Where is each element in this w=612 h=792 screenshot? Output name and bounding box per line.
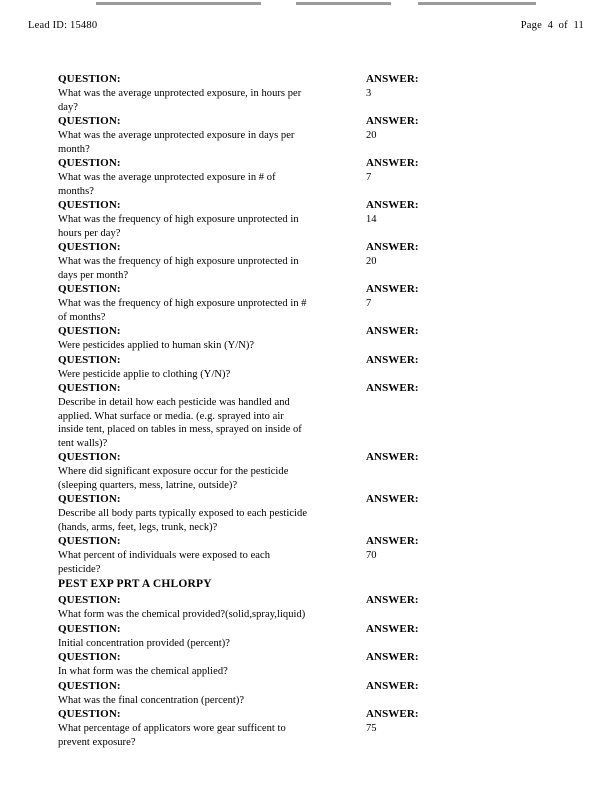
column-gap [310,368,366,382]
column-gap [310,637,366,651]
question-text: What was the average unprotected exposure in # of months? [58,172,276,197]
answer-value [366,608,558,622]
qa-label-row [58,353,558,368]
qa-content-row [58,297,558,324]
question-text: What percent of individuals were exposed to each pesticide? [58,550,271,575]
question-text: What was the final concentration (percent)? [58,694,245,706]
answer-value: 20 [366,130,377,141]
answer-label: ANSWER: [366,651,419,663]
qa-content-row [58,171,558,198]
column-gap [310,608,366,622]
question-label: QUESTION: [58,199,121,211]
column-gap [310,297,366,324]
question-label: QUESTION: [58,115,121,127]
qa-label-row [58,534,558,549]
column-gap [310,87,366,114]
column-gap [310,171,366,198]
answer-value: 75 [366,723,377,734]
answer-value: 20 [366,256,377,267]
lead-id-label: Lead ID: 15480 [28,20,98,31]
answer-label: ANSWER: [366,157,419,169]
qa-content-row [58,213,558,240]
column-gap [310,129,366,156]
column-gap [310,282,366,297]
scan-artifact-bar-center [296,2,391,5]
qa-label-row [58,324,558,339]
question-text: Were pesticide applie to clothing (Y/N)? [58,368,231,380]
question-text: Were pesticides applied to human skin (Y/N)? [58,340,255,351]
question-text: What form was the chemical provided?(solid,spray,liquid) [58,609,306,620]
qa-content-row [58,129,558,156]
qa-content-row [58,368,558,382]
question-label: QUESTION: [58,283,121,295]
question-label: QUESTION: [58,451,121,463]
answer-label: ANSWER: [366,353,419,366]
answer-label: ANSWER: [366,241,419,253]
qa-content-row [58,608,558,622]
column-gap [310,549,366,576]
answer-value [366,396,558,450]
qa-label-row [58,381,558,396]
question-label: QUESTION: [58,708,121,720]
column-gap [310,650,366,665]
column-gap [310,665,366,679]
question-label: QUESTION: [58,241,121,253]
question-label: QUESTION: [58,679,121,692]
column-gap [310,694,366,708]
qa-label-row [58,156,558,171]
answer-value [366,665,558,679]
column-gap [310,707,366,722]
qa-label-row [58,593,558,608]
qa-label-row [58,114,558,129]
question-text: What was the frequency of high exposure unprotected in hours per day? [58,214,299,239]
column-gap [310,722,366,749]
qa-label-row [58,282,558,297]
question-text: What was the frequency of high exposure unprotected in days per month? [58,256,299,281]
answer-value [366,339,558,353]
answer-value [366,507,558,534]
qa-content-row [58,396,558,450]
qa-label-row [58,492,558,507]
section-heading-row [58,576,558,593]
question-label: QUESTION: [58,594,121,606]
answer-label: ANSWER: [366,535,419,547]
answer-label: ANSWER: [366,115,419,127]
answer-label: ANSWER: [366,451,419,463]
question-label: QUESTION: [58,493,121,505]
column-gap [310,381,366,396]
column-gap [310,156,366,171]
question-text: What was the average unprotected exposure, in hours per day? [58,88,302,113]
column-gap [310,198,366,213]
qa-label-row [58,198,558,213]
column-gap [310,213,366,240]
qa-content-row [58,465,558,492]
qa-content-row [58,87,558,114]
question-text: Describe in detail how each pesticide was handled and applied. What surface or media. (e.g. sprayed into air inside tent, placed on tables in mess, sprayed on inside of tent walls)? [58,397,302,449]
column-gap [310,255,366,282]
qa-table [58,72,558,749]
question-text: What percentage of applicators wore gear sufficent to prevent exposure? [58,723,286,748]
qa-content-row [58,665,558,679]
question-label: QUESTION: [58,157,121,169]
question-text: What was the average unprotected exposure in days per month? [58,130,295,155]
qa-content-row [58,507,558,534]
answer-value: 3 [366,88,372,99]
column-gap [310,450,366,465]
answer-value [366,465,558,492]
column-gap [310,622,366,637]
questionnaire-body [58,72,558,749]
question-label: QUESTION: [58,382,121,394]
column-gap [310,593,366,608]
column-gap [310,492,366,507]
qa-label-row [58,650,558,665]
question-label: QUESTION: [58,73,121,85]
qa-content-row [58,694,558,708]
column-gap [310,507,366,534]
answer-value: 7 [366,172,372,183]
column-gap [310,534,366,549]
answer-value: 7 [366,298,372,309]
scan-artifact-bar-right [418,2,536,5]
qa-label-row [58,679,558,694]
question-text: Where did significant exposure occur for the pesticide (sleeping quarters, mess, latrine, outside)? [58,466,289,491]
section-title: PEST EXP PRT A CHLORPY [58,578,212,590]
qa-content-row [58,255,558,282]
question-label: QUESTION: [58,651,121,663]
qa-label-row [58,622,558,637]
answer-label: ANSWER: [366,325,419,337]
question-label: QUESTION: [58,353,121,366]
column-gap [310,114,366,129]
answer-value: 14 [366,214,377,225]
question-label: QUESTION: [58,325,121,337]
question-label: QUESTION: [58,535,121,547]
qa-content-row [58,549,558,576]
answer-value [366,368,558,382]
answer-label: ANSWER: [366,622,419,635]
answer-label: ANSWER: [366,679,419,692]
question-text: What was the frequency of high exposure unprotected in # of months? [58,298,307,323]
question-text: Initial concentration provided (percent)? [58,637,231,649]
answer-label: ANSWER: [366,199,419,211]
qa-label-row [58,450,558,465]
answer-value: 70 [366,550,377,561]
column-gap [310,396,366,450]
column-gap [310,72,366,87]
answer-label: ANSWER: [366,382,419,394]
answer-label: ANSWER: [366,708,419,720]
qa-label-row [58,240,558,255]
question-text: In what form was the chemical applied? [58,666,228,677]
column-gap [310,465,366,492]
answer-label: ANSWER: [366,73,419,85]
answer-label: ANSWER: [366,493,419,505]
column-gap [310,353,366,368]
column-gap [310,240,366,255]
page-header [28,20,584,36]
column-gap [310,324,366,339]
qa-label-row [58,72,558,87]
scan-artifact-bar-left [96,2,261,5]
answer-value [366,637,558,651]
question-text: Describe all body parts typically exposed to each pesticide (hands, arms, feet, legs, trunk, neck)? [58,508,308,533]
answer-label: ANSWER: [366,283,419,295]
qa-content-row [58,722,558,749]
qa-label-row [58,707,558,722]
answer-label: ANSWER: [366,594,419,606]
answer-value [366,694,558,708]
column-gap [310,679,366,694]
page-number-indicator: Page 4 of 11 [520,20,584,31]
qa-content-row [58,339,558,353]
qa-content-row [58,637,558,651]
question-label: QUESTION: [58,622,121,635]
column-gap [310,339,366,353]
